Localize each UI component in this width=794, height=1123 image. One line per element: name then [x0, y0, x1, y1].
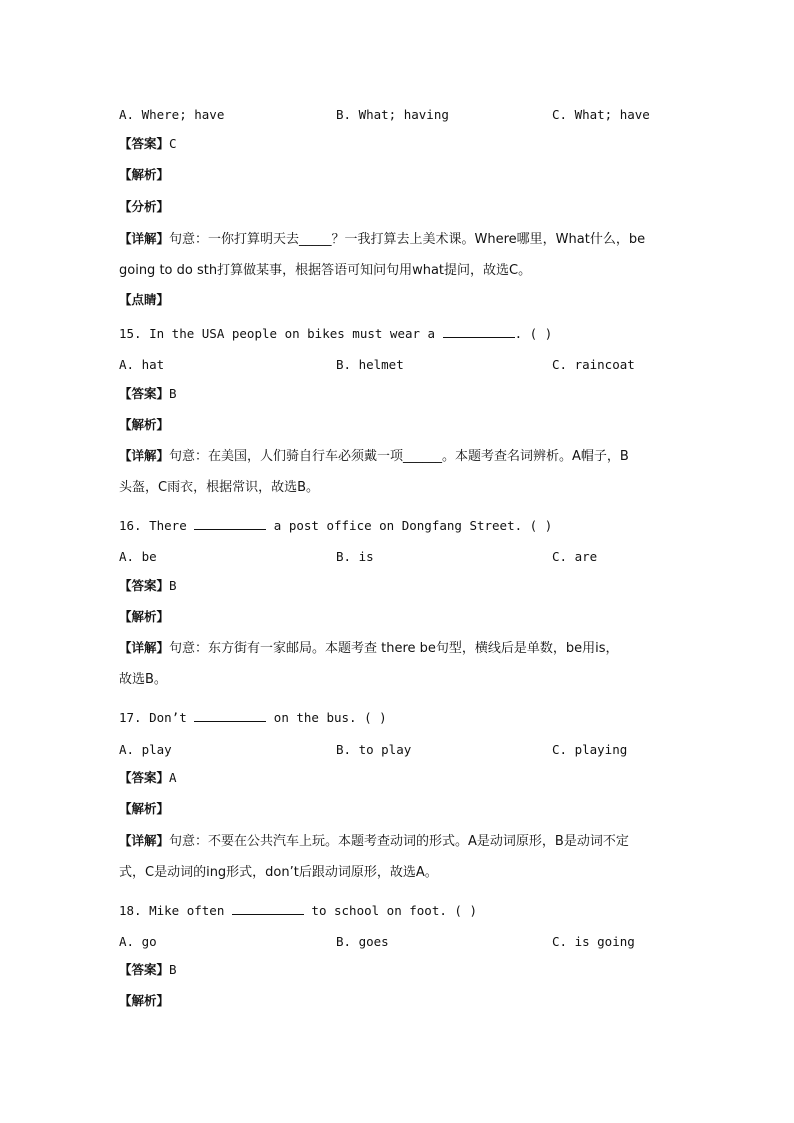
q14-analysis-heading: 【解析】 [119, 167, 170, 182]
q18-option-a: A. go [119, 934, 157, 949]
q17-answer: 【答案】A [119, 770, 177, 785]
q16-question: 16. There a post office on Dongfang Street. ( ) [119, 518, 553, 533]
q16-detail-line1: 【详解】句意：东方街有一家邮局。本题考查 there be句型，横线后是单数，be用is， [119, 640, 619, 656]
q15-analysis-heading: 【解析】 [119, 417, 170, 432]
q17-option-a: A. play [119, 742, 172, 757]
q17-option-c: C. playing [552, 742, 628, 757]
q16-detail-line2: 故选B。 [119, 672, 167, 687]
q17-analysis-heading: 【解析】 [119, 801, 170, 816]
q18-option-b: B. goes [336, 934, 389, 949]
q17-blank [194, 709, 266, 722]
q14-option-c: C. What; have [552, 107, 650, 122]
q14-fenxi-heading: 【分析】 [119, 199, 170, 214]
q18-blank [232, 902, 304, 915]
q15-answer: 【答案】B [119, 386, 177, 401]
q14-answer: 【答案】C [119, 136, 177, 151]
q15-question: 15. In the USA people on bikes must wear a . ( ) [119, 326, 553, 341]
q15-detail-line2: 头盔，C雨衣，根据常识，故选B。 [119, 480, 319, 495]
q17-option-b: B. to play [336, 742, 412, 757]
q16-answer: 【答案】B [119, 578, 177, 593]
q15-detail-line1: 【详解】句意：在美国，人们骑自行车必须戴一项______。本题考查名词辨析。A帽子，B [119, 448, 629, 464]
q17-detail-line1: 【详解】句意：不要在公共汽车上玩。本题考查动词的形式。A是动词原形，B是动词不定 [119, 833, 629, 849]
q14-detail-line2: going to do sth打算做某事，根据答语可知问句用what提问，故选C。 [119, 263, 532, 278]
q14-dianjing-heading: 【点睛】 [119, 292, 170, 307]
q16-option-b: B. is [336, 549, 374, 564]
q15-option-c: C. raincoat [552, 357, 635, 372]
q14-option-b: B. What; having [336, 107, 449, 122]
q14-detail-line1: 【详解】句意：一你打算明天去_____？一我打算去上美术课。Where哪里，What什么，be [119, 231, 646, 247]
q15-option-b: B. helmet [336, 357, 404, 372]
q18-option-c: C. is going [552, 934, 635, 949]
q17-detail-line2: 式，C是动词的ing形式，don’t后跟动词原形，故选A。 [119, 865, 438, 880]
q17-question: 17. Don’t on the bus. ( ) [119, 710, 387, 725]
q18-answer: 【答案】B [119, 962, 177, 977]
q16-analysis-heading: 【解析】 [119, 609, 170, 624]
q16-option-a: A. be [119, 549, 157, 564]
q18-analysis-heading: 【解析】 [119, 993, 170, 1008]
q16-option-c: C. are [552, 549, 598, 564]
q14-option-a: A. Where; have [119, 107, 225, 122]
q16-blank [194, 517, 266, 530]
q15-blank [443, 325, 515, 338]
q18-question: 18. Mike often to school on foot. ( ) [119, 903, 477, 918]
q15-option-a: A. hat [119, 357, 165, 372]
